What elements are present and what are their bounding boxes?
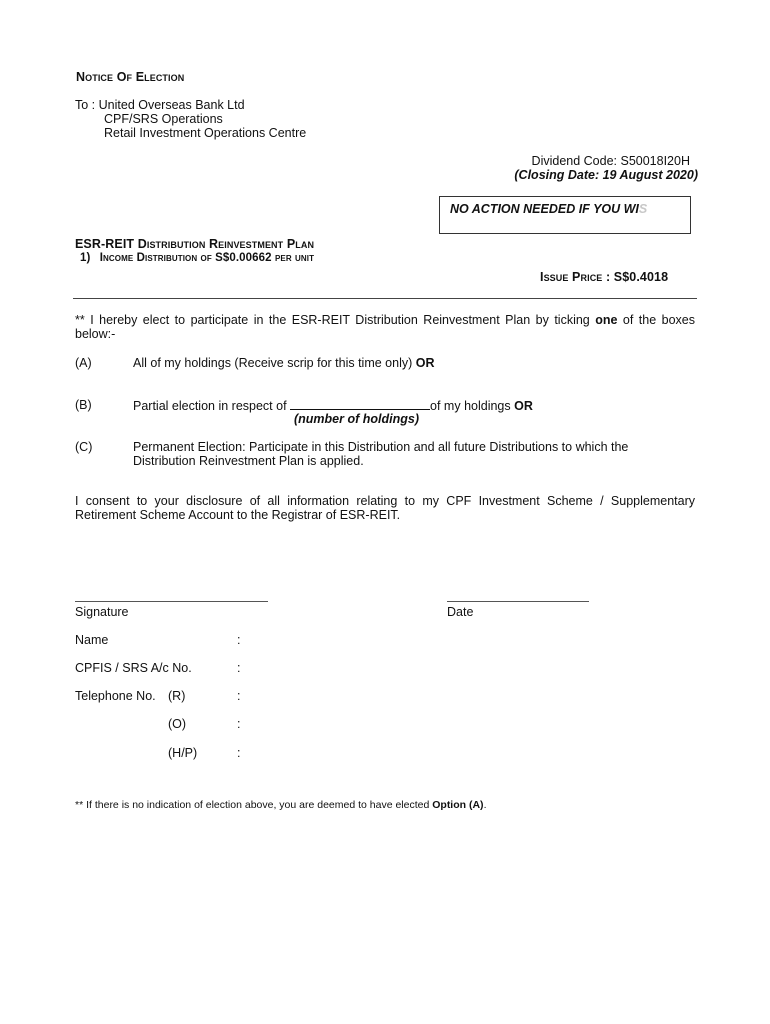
option-b-label: (B) (75, 398, 92, 412)
date-line[interactable] (447, 601, 589, 602)
option-a-desc: All of my holdings (Receive scrip for this time only) (133, 356, 416, 370)
income-distribution-line (80, 252, 314, 264)
option-b-desc-end: of my holdings (430, 399, 515, 413)
to-line3: Retail Investment Operations Centre (104, 126, 307, 140)
intro-text-end: of the boxes (617, 313, 695, 327)
date-label: Date (447, 605, 474, 619)
to-prefix: To : (75, 98, 96, 112)
income-text: Income Distribution of S$0.00662 per unit (99, 252, 315, 264)
account-colon: : (237, 661, 241, 675)
issue-price: Issue Price : S$0.4018 (540, 270, 669, 284)
signature-label: Signature (75, 605, 129, 619)
telephone-hp-label: (H/P) (168, 746, 198, 760)
option-b-text (133, 398, 533, 413)
no-action-faded-text: S (638, 202, 648, 216)
notice-title: Notice Of Election (76, 70, 185, 84)
plan-title: ESR-REIT Distribution Reinvestment Plan (75, 237, 315, 251)
account-label: CPFIS / SRS A/c No. (75, 661, 192, 675)
telephone-r-label: (R) (168, 689, 186, 703)
name-label: Name (75, 633, 109, 647)
telephone-r-colon: : (237, 689, 241, 703)
telephone-o-label: (O) (168, 717, 187, 731)
dividend-code: Dividend Code: S50018I20H (531, 154, 690, 168)
consent-line2: Retirement Scheme Account to the Registrar of ESR-REIT. (75, 508, 401, 522)
intro-line2: below:- (75, 327, 116, 341)
footnote-end: . (483, 799, 487, 811)
election-intro (75, 313, 695, 327)
option-b-or: OR (514, 399, 533, 413)
to-recipient: United Overseas Bank Ltd (98, 98, 245, 112)
telephone-o-colon: : (237, 717, 241, 731)
consent-line1: I consent to your disclosure of all information relating to my CPF Investment Scheme / Supplementary (75, 494, 695, 508)
footnote-option: Option (A) (432, 799, 484, 811)
option-a-label: (A) (75, 356, 92, 370)
signature-line[interactable] (75, 601, 268, 602)
option-a-or: OR (415, 356, 435, 370)
intro-emphasis: one (595, 313, 618, 327)
name-colon: : (237, 633, 241, 647)
telephone-hp-colon: : (237, 746, 241, 760)
footnote (75, 799, 486, 811)
section-divider (73, 298, 697, 299)
to-block (75, 98, 245, 112)
option-c-label: (C) (75, 440, 93, 454)
footnote-text: ** If there is no indication of election above, you are deemed to have elected (75, 799, 433, 811)
closing-date: (Closing Date: 19 August 2020) (514, 168, 698, 182)
no-action-notice (450, 202, 647, 216)
option-b-hint: (number of holdings) (294, 412, 419, 426)
holdings-number-blank[interactable] (290, 398, 430, 410)
option-a-text (133, 356, 434, 370)
option-b-desc: Partial election in respect of (133, 399, 291, 413)
telephone-label: Telephone No. (75, 689, 156, 703)
no-action-text: NO ACTION NEEDED IF YOU WI (450, 202, 639, 216)
no-action-notice-box (439, 196, 691, 234)
option-c-line1: Permanent Election: Participate in this Distribution and all future Distributions to which the (133, 440, 629, 454)
income-number: 1) (80, 252, 91, 264)
to-line2: CPF/SRS Operations (104, 112, 223, 126)
option-c-line2: Distribution Reinvestment Plan is applied. (133, 454, 364, 468)
intro-text: ** I hereby elect to participate in the ESR-REIT Distribution Reinvestment Plan by ticking (75, 313, 596, 327)
